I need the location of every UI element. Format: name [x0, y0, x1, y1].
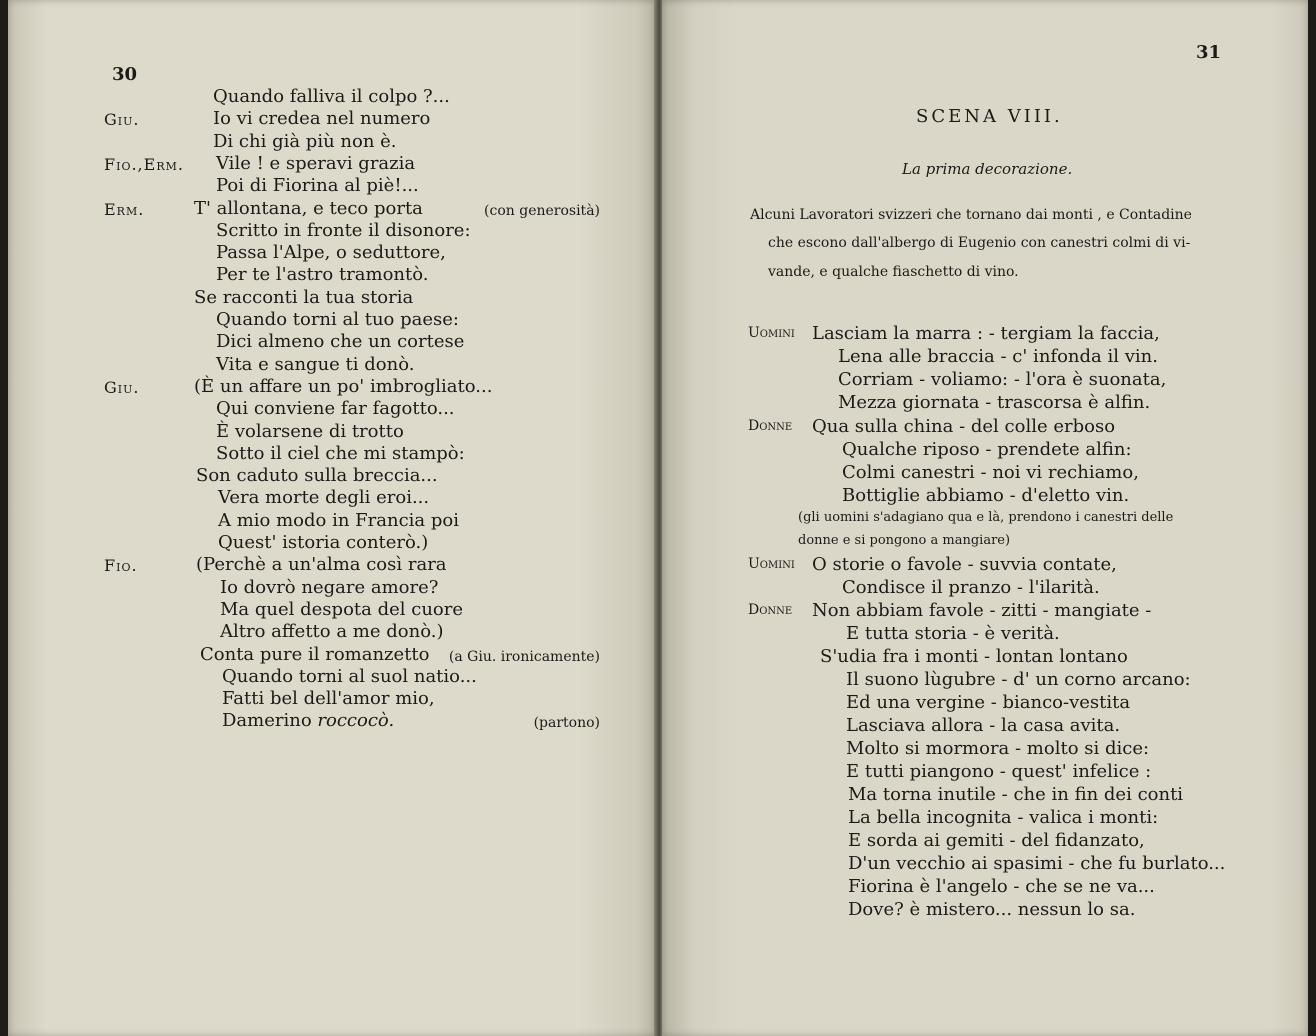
verse-line: S'udia fra i monti - lontan lontano: [820, 646, 1128, 667]
verse-line: Qui conviene far fagotto...: [216, 398, 455, 420]
verse-line: Corriam - voliamo: - l'ora è suonata,: [838, 369, 1167, 390]
verse-line: Conta pure il romanzetto: [200, 643, 430, 665]
verse-line: Qua sulla china - del colle erboso: [812, 416, 1116, 437]
verse-line: Sotto il ciel che mi stampò:: [216, 442, 465, 464]
verse-line: La bella incognita - valica i monti:: [848, 807, 1159, 828]
verse-line: Io dovrò negare amore?: [220, 576, 439, 598]
speaker-label: Uomini: [748, 325, 795, 341]
verse-italic: roccocò.: [317, 710, 395, 732]
page-number-left: 30: [112, 64, 138, 85]
verse-line: Quest' istoria conterò.): [218, 532, 429, 553]
verse-line: Bottiglie abbiamo - d'eletto vin.: [842, 485, 1130, 506]
verse-line: Per te l'astro tramontò.: [216, 264, 429, 286]
verse-line: T' allontana, e teco porta: [194, 197, 423, 219]
speaker-label: Fio.,Erm.: [104, 154, 184, 174]
verse-line: Molto si mormora - molto si dice:: [846, 738, 1150, 759]
verse-line: Lasciava allora - la casa avita.: [846, 715, 1121, 736]
verse-line: Vile ! e speravi grazia: [216, 152, 416, 174]
left-page: [8, 0, 656, 1036]
verse-line: Il suono lùgubre - d' un corno arcano:: [846, 669, 1191, 690]
speaker-label: Giu.: [104, 110, 140, 130]
verse-line: Qualche riposo - prendete alfin:: [842, 439, 1132, 460]
right-page: [662, 0, 1308, 1036]
verse-line: Ma quel despota del cuore: [220, 598, 464, 620]
stage-direction-line: vande, e qualche fiaschetto di vino.: [768, 264, 1019, 280]
speaker-label: Giu.: [104, 377, 140, 397]
stage-note: (gli uomini s'adagiano qua e là, prendono i canestri delle: [798, 510, 1174, 525]
verse-line: Ma torna inutile - che in fin dei conti: [848, 784, 1184, 805]
verse-line: Quando torni al suol natio...: [222, 665, 477, 687]
verse-line: Damerino roccocò.: [222, 710, 395, 732]
verse-line: O storie o favole - suvvia contate,: [812, 554, 1117, 575]
verse-line: Passa l'Alpe, o seduttore,: [216, 242, 446, 264]
verse-line: Mezza giornata - trascorsa è alfin.: [838, 392, 1151, 413]
stage-note: (partono): [533, 715, 600, 732]
verse-line: Scritto in fronte il disonore:: [216, 219, 471, 241]
verse-line: (Perchè a un'alma così rara: [196, 554, 447, 576]
verse-line: E tutti piangono - quest' infelice :: [846, 761, 1152, 782]
verse-line: Lasciam la marra : - tergiam la faccia,: [812, 323, 1160, 344]
verse-line: Io vi credea nel numero: [213, 108, 431, 130]
verse-line: Quando torni al tuo paese:: [216, 309, 459, 330]
verse-line: Di chi già più non è.: [213, 130, 397, 152]
verse-line: E tutta storia - è verità.: [846, 623, 1060, 644]
verse-line: (È un affare un po' imbrogliato...: [194, 375, 493, 397]
page-number-right: 31: [1196, 42, 1222, 63]
speaker-label: Fio.: [104, 556, 138, 576]
verse-line: Poi di Fiorina al piè!...: [216, 175, 419, 197]
stage-direction-line: Alcuni Lavoratori svizzeri che tornano dai monti , e Contadine: [750, 207, 1192, 223]
verse-line: Dove? è mistero... nessun lo sa.: [848, 899, 1136, 920]
stage-direction-line: che escono dall'albergo di Eugenio con canestri colmi di vi-: [768, 235, 1191, 251]
stage-note: (a Giu. ironicamente): [448, 648, 600, 665]
verse-line: È volarsene di trotto: [216, 420, 404, 442]
speaker-label: Donne: [748, 418, 793, 434]
speaker-label: Erm.: [104, 199, 145, 219]
verse-line: Vita e sangue ti donò.: [216, 353, 415, 375]
verse-line: E sorda ai gemiti - del fidanzato,: [848, 830, 1145, 851]
speaker-label: Donne: [748, 602, 793, 618]
verse-line: Vera morte degli eroi...: [218, 487, 430, 509]
speaker-label: Uomini: [748, 556, 795, 572]
verse-line: Condisce il pranzo - l'ilarità.: [842, 577, 1100, 598]
verse-line: Fatti bel dell'amor mio,: [222, 688, 435, 710]
verse-line: Lena alle braccia - c' infonda il vin.: [838, 346, 1158, 367]
scene-subtitle: La prima decorazione.: [902, 160, 1073, 178]
verse-line: Altro affetto a me donò.): [220, 621, 444, 643]
verse-line: Fiorina è l'angelo - che se ne va...: [848, 876, 1155, 897]
verse-line: Son caduto sulla breccia...: [196, 465, 438, 487]
verse-line: Non abbiam favole - zitti - mangiate -: [812, 600, 1152, 621]
stage-note: (con generosità): [484, 202, 600, 219]
verse-line: Dici almeno che un cortese: [216, 331, 465, 353]
scene-title: SCENA VIII.: [916, 106, 1063, 127]
verse-line: Ed una vergine - bianco-vestita: [846, 692, 1131, 713]
verse-line: Colmi canestri - noi vi rechiamo,: [842, 462, 1139, 483]
verse-line: A mio modo in Francia poi: [218, 509, 459, 531]
verse-line: Quando falliva il colpo ?...: [213, 86, 450, 107]
stage-note: donne e si pongono a mangiare): [798, 533, 1011, 548]
verse-line: D'un vecchio ai spasimi - che fu burlato...: [848, 853, 1226, 874]
verse-line: Se racconti la tua storia: [194, 286, 414, 308]
